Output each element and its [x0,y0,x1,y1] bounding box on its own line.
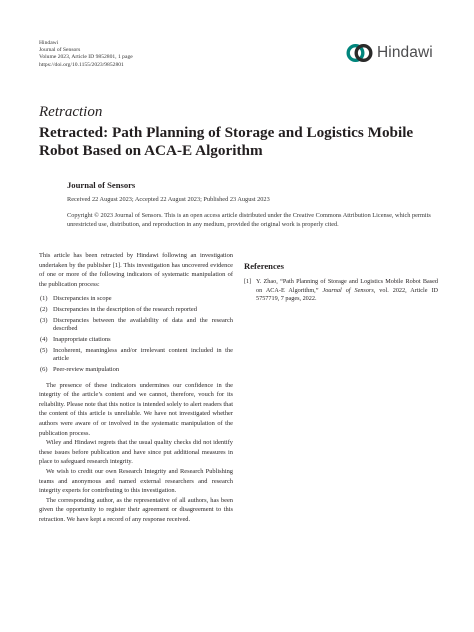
paragraph-credit: We wish to credit our own Research Integrity and Research Publishing teams and anonymous and named external researchers and research integrity experts for contributing to this investigation. [39,467,233,495]
intro-paragraph: This article has been retracted by Hindawi following an investigation undertaken by the publisher [1]. This investigation has uncovered evidence of one or more of the following indicators of systematic manipulation of the publication process: [39,252,233,288]
reference-text: Y. Zhao, “Path Planning of Storage and Logistics Mobile Robot Based on ACA-E Algorithm,” Journal of Sensors, vol. 2022, Article ID 5757719, 7 pages, 2022. [256,278,438,303]
hindawi-logo-icon [346,40,373,66]
article-metadata [39,40,133,69]
hindawi-logo [346,40,433,66]
retraction-body [39,251,233,525]
references-heading: References [244,261,284,271]
list-item: (2) Discrepancies in the description of the research reported [40,306,197,314]
reference-item[interactable] [244,278,438,304]
copyright-notice: Copyright © 2023 Journal of Sensors. This is an open access article distributed under the Creative Commons Attribution License, which permits unrestricted use, distribution, and reproduction in any medium, provided the original work is properly cited. [67,212,431,228]
volume-line: Volume 2023, Article ID 9852801, 1 page [39,54,133,61]
doi-link[interactable]: https://doi.org/10.1155/2023/9852801 [39,61,124,68]
publisher-name: Hindawi [39,40,59,46]
list-item: (5) Incoherent, meaningless and/or irrelevant content included in the article [40,346,233,363]
journal-name: Journal of Sensors [39,47,81,54]
indicator-list [39,295,233,374]
list-item: (3) Discrepancies between the availability of data and the research described [40,316,233,333]
paragraph-author-response: The corresponding author, as the representative of all authors, has been given the opportunity to register their agreement or disagreement to this retraction. We have kept a record of any response received. [39,496,233,523]
paragraph-confidence: The presence of these indicators undermines our confidence in the integrity of the article’s content and we cannot, therefore, vouch for its reliability. Please note that this notice is intended solely to alert readers that the content of this article is unreliable. We have not investigated whether authors were aware of or involved in the systematic manipulation of the publication process. [39,381,233,437]
article-title: Retracted: Path Planning of Storage and Logistics Mobile Robot Based on ACA-E Algorithm [39,124,414,159]
article-type: Retraction [39,104,103,120]
list-item: (6) Peer-review manipulation [40,366,120,373]
list-item: (4) Inappropriate citations [40,336,111,344]
list-item: (1) Discrepancies in scope [40,295,112,303]
reference-number: [1] [244,278,252,285]
reference-journal: Journal of Sensors [322,286,374,294]
publication-dates: Received 22 August 2023; Accepted 22 August 2023; Published 23 August 2023 [67,196,270,203]
logo-wordmark: Hindawi [377,44,433,61]
journal-label: Journal of Sensors [67,180,136,190]
paragraph-quality: Wiley and Hindawi regrets that the usual quality checks did not identify these issues before publication and have since put additional measures in place to safeguard research integrity. [39,439,233,466]
